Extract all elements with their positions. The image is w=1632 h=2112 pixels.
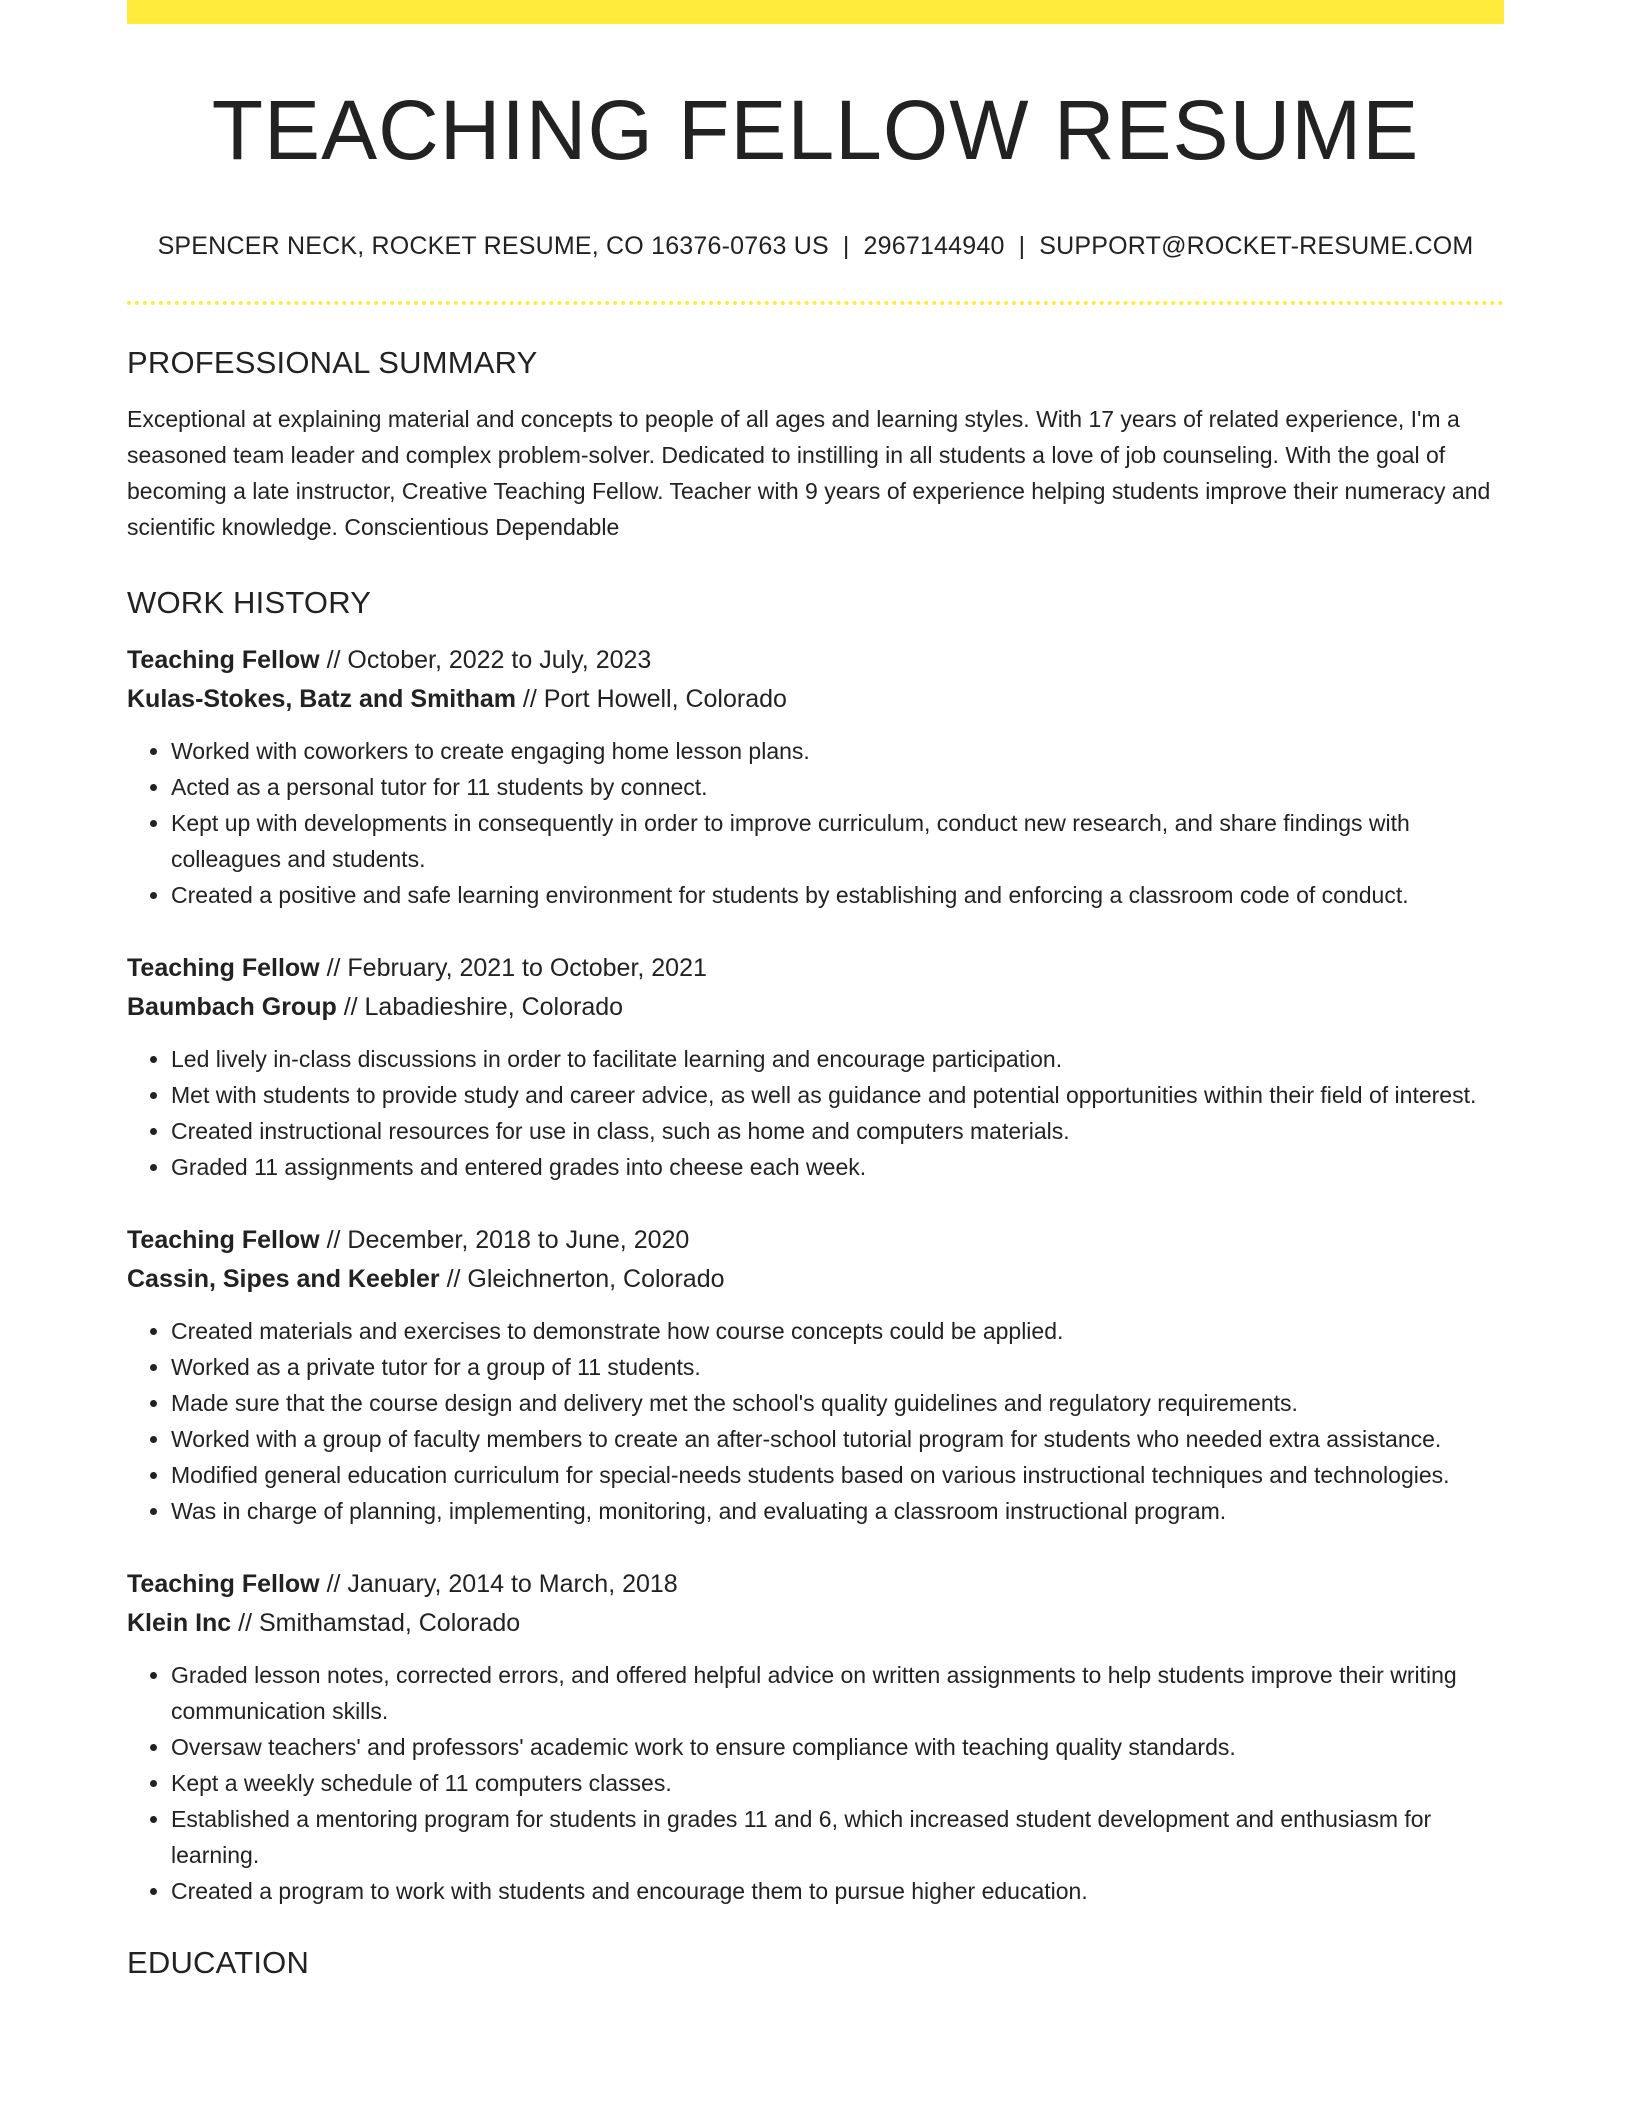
contact-email: SUPPORT@ROCKET-RESUME.COM — [1039, 232, 1474, 261]
job-entry — [127, 1221, 1504, 1529]
job-bullet: • Kept a weekly schedule of 11 computers classes. — [171, 1765, 1504, 1801]
job-dates: // October, 2022 to July, 2023 — [319, 646, 652, 675]
job-location: // Gleichnerton, Colorado — [439, 1265, 725, 1294]
job-company-line — [127, 1260, 1504, 1299]
job-title: Teaching Fellow — [127, 1226, 320, 1255]
job-bullet: • Created instructional resources for use in class, such as home and computers materials. — [171, 1113, 1504, 1149]
job-bullet: • Worked with coworkers to create engaging home lesson plans. — [171, 733, 1504, 769]
job-title: Teaching Fellow — [127, 954, 320, 983]
job-company: Klein Inc — [127, 1609, 232, 1638]
job-bullet: • Created a program to work with students and encourage them to pursue higher education. — [171, 1873, 1504, 1909]
job-company-line — [127, 680, 1504, 719]
contact-separator: | — [1018, 232, 1026, 261]
job-bullet: • Graded 11 assignments and entered grades into cheese each week. — [171, 1149, 1504, 1185]
job-company: Cassin, Sipes and Keebler — [127, 1265, 440, 1294]
contact-address: SPENCER NECK, ROCKET RESUME, CO 16376-0763 US — [157, 232, 829, 261]
job-entry — [127, 1565, 1504, 1909]
job-company: Baumbach Group — [127, 993, 337, 1022]
job-entry — [127, 949, 1504, 1185]
contact-line — [127, 232, 1504, 261]
job-bullet: • Oversaw teachers' and professors' academic work to ensure compliance with teaching quality standards. — [171, 1729, 1504, 1765]
resume-page — [127, 0, 1504, 2001]
job-bullet: • Worked as a private tutor for a group of 11 students. — [171, 1349, 1504, 1385]
education-heading: EDUCATION — [127, 1945, 310, 1981]
job-bullet: • Created a positive and safe learning environment for students by establishing and enforcing a classroom code of conduct. — [171, 877, 1504, 913]
job-company-line — [127, 988, 1504, 1027]
job-location: // Smithamstad, Colorado — [231, 1609, 521, 1638]
job-dates: // February, 2021 to October, 2021 — [319, 954, 707, 983]
contact-phone: 2967144940 — [863, 232, 1005, 261]
summary-heading: PROFESSIONAL SUMMARY — [127, 345, 538, 381]
job-bullet: • Met with students to provide study and career advice, as well as guidance and potential opportunities within their field of interest. — [171, 1077, 1504, 1113]
top-accent-bar — [127, 0, 1504, 24]
summary-text: Exceptional at explaining material and concepts to people of all ages and learning styles. With 17 years of related experience, I'm a seasoned team leader and complex problem-solver. Dedicated to instilling in all students a love of job counseling. With the goal of becoming a late instructor, Creative Teaching Fellow. Teacher with 9 years of experience helping students improve their numeracy and scientific knowledge. Conscientious Dependable — [127, 406, 1491, 541]
job-title-line — [127, 1221, 1504, 1260]
job-bullets — [127, 1041, 1504, 1185]
resume-title: TEACHING FELLOW RESUME — [211, 83, 1420, 177]
job-bullet: • Worked with a group of faculty members to create an after-school tutorial program for students who needed extra assistance. — [171, 1421, 1504, 1457]
job-location: // Port Howell, Colorado — [515, 685, 787, 714]
job-dates: // December, 2018 to June, 2020 — [319, 1226, 690, 1255]
job-title-line — [127, 949, 1504, 988]
job-dates: // January, 2014 to March, 2018 — [319, 1570, 678, 1599]
job-bullets — [127, 733, 1504, 913]
job-bullet: • Made sure that the course design and delivery met the school's quality guidelines and regulatory requirements. — [171, 1385, 1504, 1421]
job-company-line — [127, 1604, 1504, 1643]
job-title: Teaching Fellow — [127, 646, 320, 675]
job-bullet: • Graded lesson notes, corrected errors, and offered helpful advice on written assignments to help students improve their writing communication skills. — [171, 1657, 1504, 1729]
job-title: Teaching Fellow — [127, 1570, 320, 1599]
job-title-line — [127, 641, 1504, 680]
job-bullet: • Modified general education curriculum for special-needs students based on various instructional techniques and technologies. — [171, 1457, 1504, 1493]
job-bullet: • Led lively in-class discussions in order to facilitate learning and encourage participation. — [171, 1041, 1504, 1077]
job-entry — [127, 641, 1504, 913]
job-bullet: • Kept up with developments in consequently in order to improve curriculum, conduct new research, and share findings with colleagues and students. — [171, 805, 1504, 877]
job-bullet: • Established a mentoring program for students in grades 11 and 6, which increased student development and enthusiasm for learning. — [171, 1801, 1504, 1873]
job-bullet: • Acted as a personal tutor for 11 students by connect. — [171, 769, 1504, 805]
contact-separator: | — [842, 232, 850, 261]
job-bullets — [127, 1657, 1504, 1909]
job-company: Kulas-Stokes, Batz and Smitham — [127, 685, 516, 714]
job-bullet: • Was in charge of planning, implementing, monitoring, and evaluating a classroom instructional program. — [171, 1493, 1504, 1529]
job-location: // Labadieshire, Colorado — [336, 993, 624, 1022]
work-history-list — [127, 641, 1504, 1909]
job-title-line — [127, 1565, 1504, 1604]
work-history-heading: WORK HISTORY — [127, 585, 372, 621]
job-bullet: • Created materials and exercises to demonstrate how course concepts could be applied. — [171, 1313, 1504, 1349]
dotted-divider — [127, 301, 1504, 305]
job-bullets — [127, 1313, 1504, 1529]
